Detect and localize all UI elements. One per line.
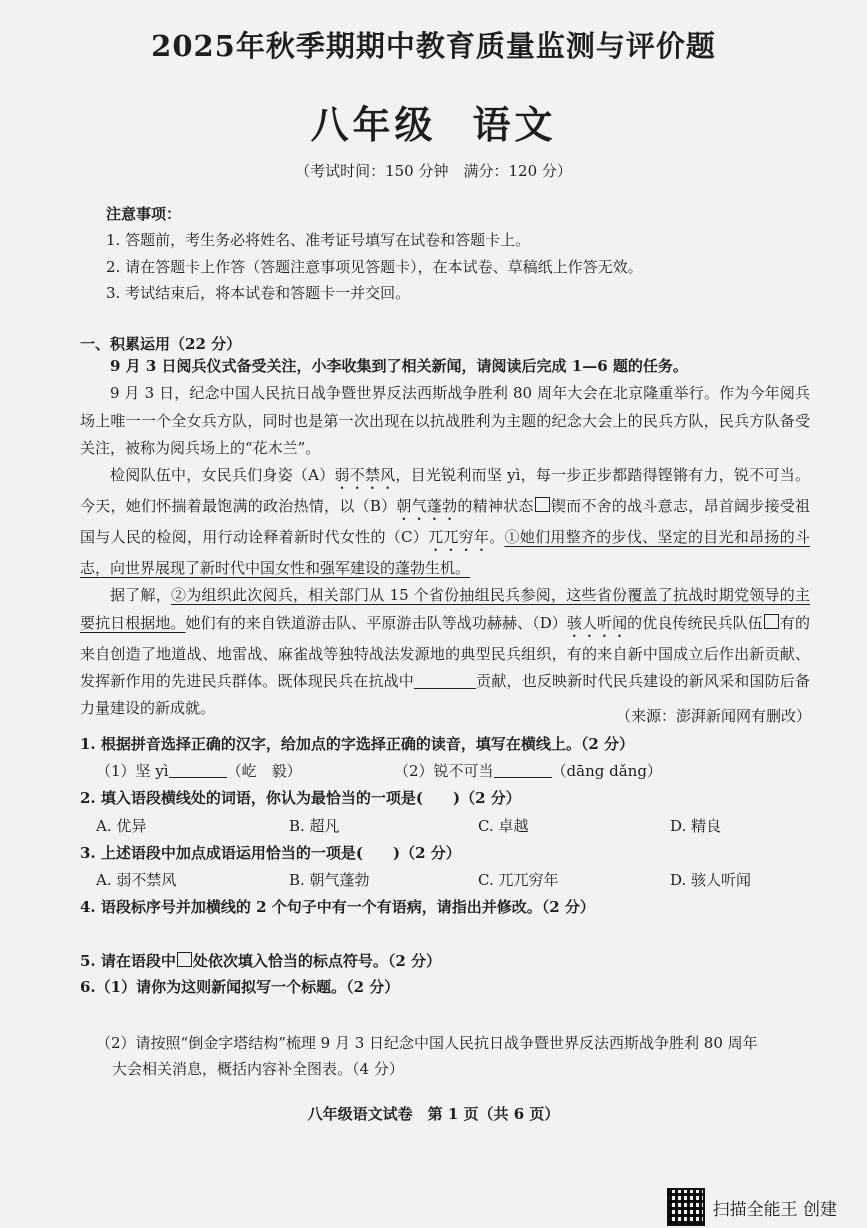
grade-subject-title	[0, 94, 867, 149]
question-3: 3. 上述语段中加点成语运用恰当的一项是( )（2 分）	[80, 844, 461, 862]
notice-heading: 注意事项：	[106, 205, 182, 223]
answer-blank-1a	[169, 763, 227, 778]
dotted-idiom-c: 兀兀穷年	[428, 528, 490, 547]
question-1: 1. 根据拼音选择正确的汉字，给加点的字选择正确的读音，填写在横线上。（2 分）	[80, 735, 635, 753]
q3-option-b: B. 朝气蓬勃	[289, 871, 370, 889]
grade-label: 八年级	[310, 102, 437, 147]
watermark-text: 扫描全能王 创建	[712, 1199, 837, 1220]
scanner-watermark	[667, 1188, 837, 1226]
q3-option-c: C. 兀兀穷年	[478, 871, 559, 889]
answer-blank-1b	[494, 763, 552, 778]
passage-paragraph-3: 据了解，②为组织此次阅兵，相关部门从 15 个省份抽组民兵参阅，这些省份覆盖了抗战时期党领导的主要抗日根据地。她们有的来自铁道游击队、平原游击队等战功赫赫、（D）骇人听闻的优良传统民兵队伍 有的来自创造了地道战、地雷战、麻雀战等独特战法发源地的典型民兵组织，有的来自新中国成立后作出新贡献、发挥新作用的先进民兵群体。既体现民兵在抗战中 贡献，也反映新时代民兵建设的新风采和国防后备力量建设的新成就。	[80, 586, 810, 718]
question-2: 2. 填入语段横线处的词语，你认为最恰当的一项是( )（2 分）	[80, 789, 521, 807]
exam-info: （考试时间：150 分钟 满分：120 分）	[295, 162, 572, 180]
question-6-2-line-1: （2）请按照“倒金字塔结构”梳理 9 月 3 日纪念中国人民抗日战争暨世界反法西斯战争胜利 80 周年	[96, 1034, 758, 1052]
q2-option-a: A. 优异	[96, 817, 147, 835]
passage-intro: 9 月 3 日阅兵仪式备受关注，小李收集到了相关新闻，请阅读后完成 1—6 题的任务。	[110, 357, 688, 375]
reading-passage	[80, 353, 810, 723]
question-6-2-line-2: 大会相关消息，概括内容补全图表。（4 分）	[112, 1060, 404, 1078]
dotted-idiom-d: 骇人听闻	[566, 613, 628, 632]
question-4: 4. 语段标序号并加横线的 2 个句子中有一个有语病，请指出并修改。（2 分）	[80, 898, 595, 916]
notice-item-3: 3. 考试结束后，将本试卷和答题卡一并交回。	[106, 284, 411, 302]
question-5: 5. 请在语段中 处依次填入恰当的标点符号。（2 分）	[80, 952, 442, 970]
q2-option-d: D. 精良	[670, 817, 722, 835]
punctuation-box-2	[764, 614, 779, 629]
q2-option-c: C. 卓越	[478, 817, 529, 835]
exam-title: 2025年秋季期期中教育质量监测与评价题	[151, 29, 716, 63]
q3-option-a: A. 弱不禁风	[96, 871, 177, 889]
fill-blank	[414, 672, 476, 689]
question-1-part-1: （1）坚 yì （屹 毅）	[96, 762, 302, 780]
dotted-idiom-a: 弱不禁风	[334, 466, 396, 485]
question-1-part-2: （2）锐不可当 （dāng dǎng）	[394, 762, 662, 780]
qr-code-icon	[667, 1188, 705, 1226]
page-footer: 八年级语文试卷 第 1 页（共 6 页）	[307, 1105, 560, 1123]
punctuation-box-1	[535, 497, 550, 512]
dotted-idiom-b: 朝气蓬勃	[396, 497, 458, 516]
section-title: 一、积累运用（22 分）	[80, 335, 242, 353]
passage-paragraph-2: 检阅队伍中，女民兵们身姿（A）弱不禁风，目光锐利而坚 yì，每一步正步都踏得铿锵有力，锐不可当。今天，她们怀揣着最饱满的政治热情，以（B）朝气蓬勃的精神状态 锲而不舍的战斗意志，昂首阔步接受祖国与人民的检阅，用行动诠释着新时代女性的（C）兀兀穷年。①她们用整齐的步伐、坚定的目光和昂扬的斗志，向世界展现了新时代中国女性和强军建设的蓬勃生机。	[80, 466, 810, 578]
notice-item-2: 2. 请在答题卡上作答（答题注意事项见答题卡），在本试卷、草稿纸上作答无效。	[106, 258, 643, 276]
box-symbol	[177, 952, 192, 967]
q3-option-d: D. 骇人听闻	[670, 871, 752, 889]
passage-paragraph-1: 9 月 3 日，纪念中国人民抗日战争暨世界反法西斯战争胜利 80 周年大会在北京隆重举行。作为今年阅兵场上唯一一个全女兵方队，同时也是第一次出现在以抗战胜利为主题的纪念大会上的民兵方队，民兵方队备受关注，被称为阅兵场上的“花木兰”。	[80, 384, 810, 457]
subject-label: 语文	[472, 102, 557, 147]
underlined-sentence-2: ②为组织此次阅兵，相关部门从 15 个省份抽组民兵参阅，这些省份覆盖了抗战时期党领导的主要抗日根据地。	[80, 586, 810, 632]
news-source: （来源：澎湃新闻网有删改）	[615, 707, 811, 725]
q2-option-b: B. 超凡	[289, 817, 340, 835]
question-6-1: 6.（1）请你为这则新闻拟写一个标题。（2 分）	[80, 978, 400, 996]
notice-item-1: 1. 答题前，考生务必将姓名、准考证号填写在试卷和答题卡上。	[106, 231, 531, 249]
underlined-sentence-1: ①她们用整齐的步伐、坚定的目光和昂扬的斗志，向世界展现了新时代中国女性和强军建设的蓬勃生机。	[80, 528, 810, 578]
